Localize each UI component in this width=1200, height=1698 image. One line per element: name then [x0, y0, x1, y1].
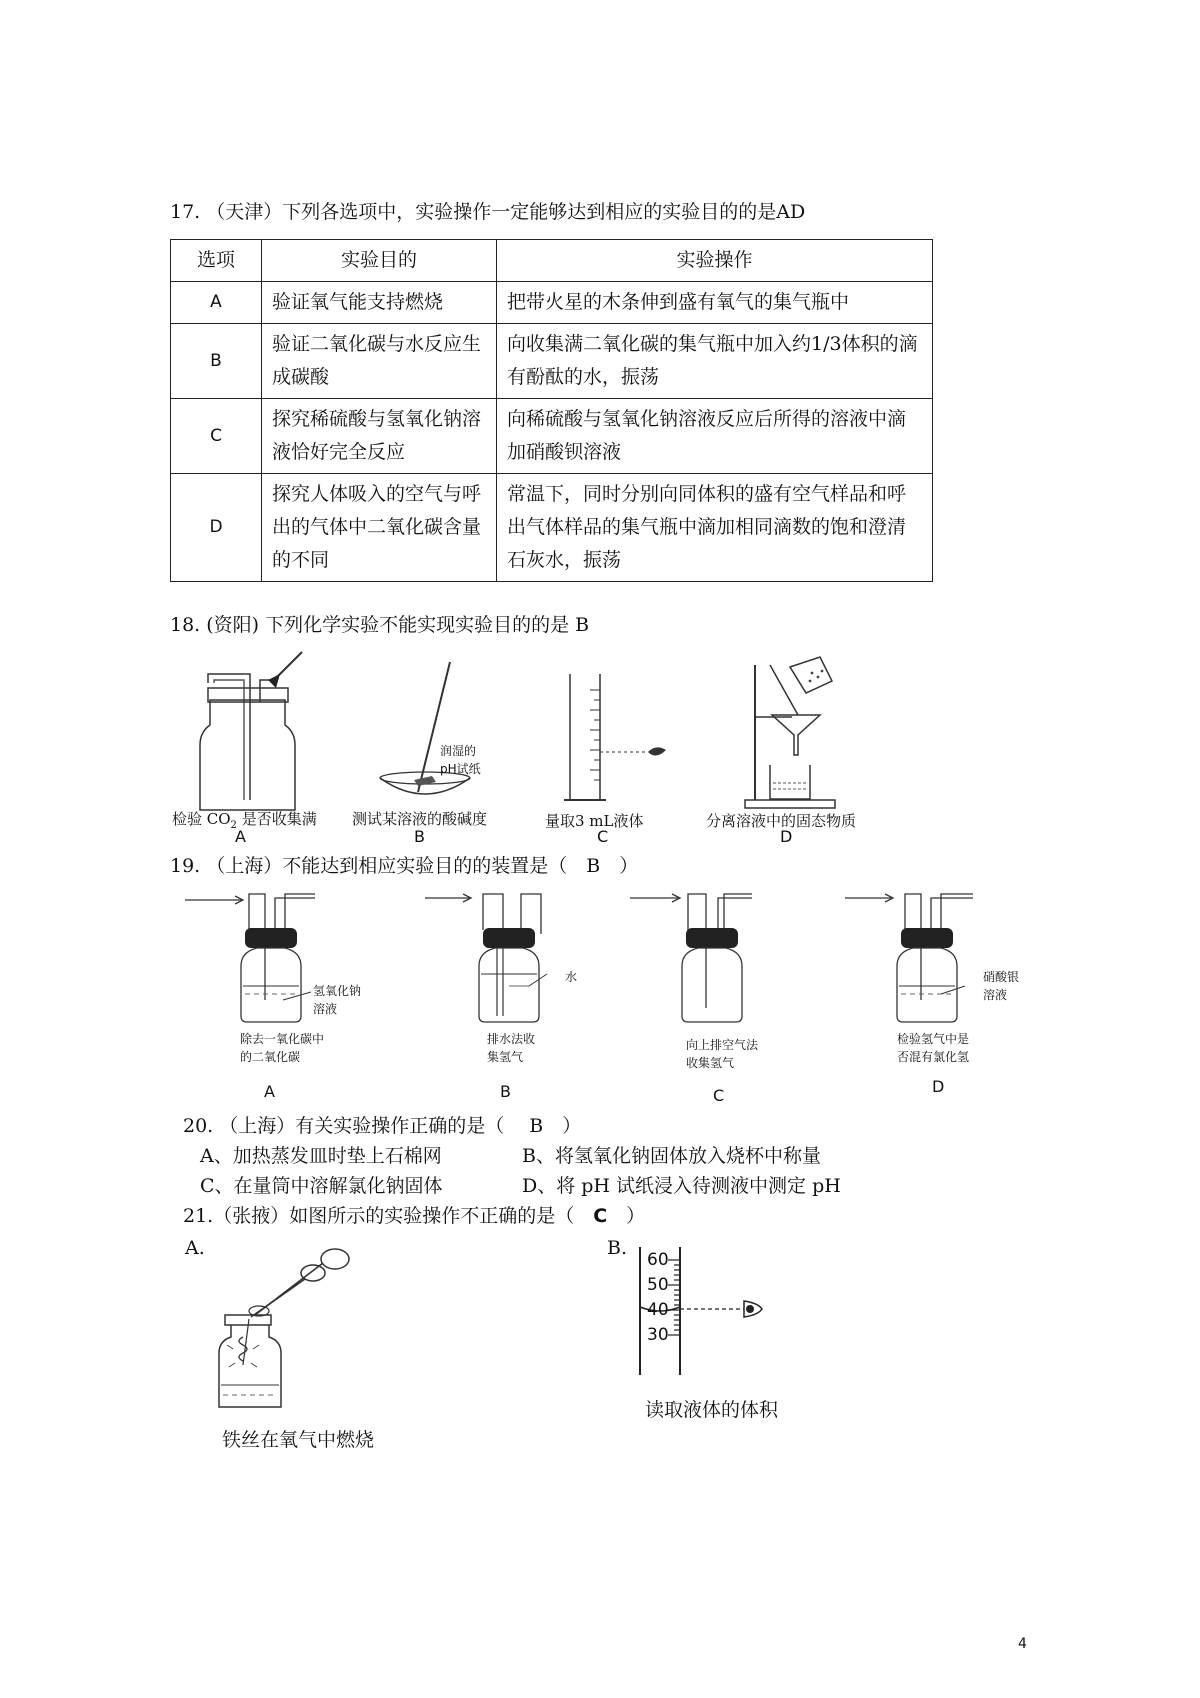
- table-header-row: [171, 240, 933, 282]
- bottle-a-label: [313, 982, 361, 1018]
- q17-text: 17. （天津）下列各选项中，实验操作一定能够达到相应的实验目的的是AD: [170, 201, 806, 223]
- caption-line: 排水法收: [487, 1032, 536, 1046]
- fig21b-label: B.: [607, 1237, 628, 1259]
- fig21a-label: A.: [185, 1237, 205, 1259]
- label-line: 氢氧化钠: [313, 984, 362, 998]
- row-purpose: 验证二氧化碳与水反应生成碳酸: [262, 324, 497, 399]
- bottle-c-caption: [686, 1036, 758, 1072]
- caption-line: 除去一氧化碳中: [240, 1032, 325, 1046]
- table-row: [171, 399, 933, 474]
- caption-line: 集氢气: [487, 1050, 524, 1064]
- bottle-b-caption: [487, 1030, 535, 1066]
- header-purpose: 实验目的: [262, 240, 497, 282]
- q20-option-c: C、在量筒中溶解氯化钠固体: [200, 1175, 443, 1197]
- fig19c-letter: C: [713, 1086, 725, 1105]
- ph-paper-label: [440, 742, 481, 778]
- row-operation: 向稀硫酸与氢氧化钠溶液反应后所得的溶液中滴加硝酸钡溶液: [497, 399, 933, 474]
- row-operation: 把带火星的木条伸到盛有氧气的集气瓶中: [497, 282, 933, 324]
- label-line: 润湿的: [440, 744, 477, 758]
- ph-test-figure: [370, 660, 480, 810]
- header-operation: 实验操作: [497, 240, 933, 282]
- table-row: [171, 282, 933, 324]
- fig21b-caption: 读取液体的体积: [645, 1399, 779, 1421]
- caption-line: 的二氧化碳: [240, 1050, 301, 1064]
- q20-text: 20. （上海）有关实验操作正确的是（ B ）: [183, 1115, 582, 1137]
- fig21a-caption: 铁丝在氧气中燃烧: [222, 1429, 375, 1451]
- q19-text: 19. （上海）不能达到相应实验目的的装置是（ B ）: [170, 855, 639, 877]
- fig18c-letter: C: [597, 827, 609, 846]
- caption-line: 检验氢气中是: [897, 1032, 970, 1046]
- caption-line: 收集氢气: [686, 1056, 735, 1070]
- fig18b-caption: 测试某溶液的酸碱度: [352, 810, 488, 828]
- bottle-c-figure: [630, 890, 790, 1030]
- bottle-d-figure: [845, 890, 1005, 1030]
- row-purpose: 探究人体吸入的空气与呼出的气体中二氧化碳含量的不同: [262, 474, 497, 582]
- page-number: 4: [1018, 1636, 1027, 1652]
- q21-text: [183, 1203, 645, 1229]
- label-line: pH试纸: [440, 762, 481, 776]
- q20-option-b: B、将氢氧化钠固体放入烧杯中称量: [522, 1145, 821, 1167]
- caption-subscript: 2: [230, 820, 237, 831]
- fig18d-caption: 分离溶液中的固态物质: [706, 812, 857, 830]
- fig18a-letter: A: [235, 827, 246, 846]
- row-purpose: 验证氧气能支持燃烧: [262, 282, 497, 324]
- q21-answer: C: [593, 1205, 608, 1227]
- tick-label: 30: [647, 1325, 669, 1345]
- tick-label: 60: [647, 1250, 669, 1270]
- tick-label: 40: [647, 1300, 669, 1320]
- fig19a-letter: A: [264, 1082, 275, 1101]
- q20-option-a: A、加热蒸发皿时垫上石棉网: [200, 1145, 442, 1167]
- q17-table: [170, 239, 933, 582]
- q18-text: 18. (资阳) 下列化学实验不能实现实验目的的是 B: [170, 614, 590, 636]
- caption-part: 是否收集满: [236, 810, 317, 828]
- row-option: D: [171, 474, 262, 582]
- graduated-cylinder-figure: [560, 670, 670, 810]
- iron-wire-burning-figure: [215, 1245, 365, 1415]
- bottle-a-caption: [240, 1030, 324, 1066]
- gas-bottle-figure: [190, 650, 310, 820]
- fig19b-letter: B: [500, 1082, 511, 1101]
- row-operation: 常温下，同时分别向同体积的盛有空气样品和呼出气体样品的集气瓶中滴加相同滴数的饱和澄清石灰水，振荡: [497, 474, 933, 582]
- table-row: [171, 474, 933, 582]
- bottle-b-label: 水: [565, 970, 578, 984]
- q21-text-part: ）: [607, 1205, 646, 1227]
- row-operation: 向收集满二氧化碳的集气瓶中加入约1/3体积的滴有酚酞的水，振荡: [497, 324, 933, 399]
- table-row: [171, 324, 933, 399]
- caption-line: 向上排空气法: [686, 1038, 759, 1052]
- fig18d-letter: D: [780, 827, 793, 846]
- fig18c-caption: 量取3 mL液体: [545, 812, 644, 830]
- caption-line: 否混有氯化氢: [897, 1050, 970, 1064]
- label-line: 硝酸银: [983, 970, 1020, 984]
- cylinder-ticks: [647, 1248, 669, 1348]
- bottle-d-caption: [897, 1030, 969, 1066]
- fig18b-letter: B: [414, 827, 425, 846]
- q21-text-part: 21.（张掖）如图所示的实验操作不正确的是（: [183, 1205, 594, 1227]
- tick-label: 50: [647, 1275, 669, 1295]
- label-line: 溶液: [313, 1002, 338, 1016]
- bottle-d-label: [983, 968, 1019, 1004]
- fig19d-letter: D: [932, 1077, 945, 1096]
- label-line: 溶液: [983, 988, 1008, 1002]
- row-option: B: [171, 324, 262, 399]
- header-option: 选项: [171, 240, 262, 282]
- caption-part: 检验 CO: [172, 810, 231, 828]
- row-option: A: [171, 282, 262, 324]
- q20-option-d: D、将 pH 试纸浸入待测液中测定 pH: [522, 1175, 841, 1197]
- bottle-b-figure: [425, 890, 585, 1030]
- row-purpose: 探究稀硫酸与氢氧化钠溶液恰好完全反应: [262, 399, 497, 474]
- filtration-figure: [740, 655, 860, 815]
- row-option: C: [171, 399, 262, 474]
